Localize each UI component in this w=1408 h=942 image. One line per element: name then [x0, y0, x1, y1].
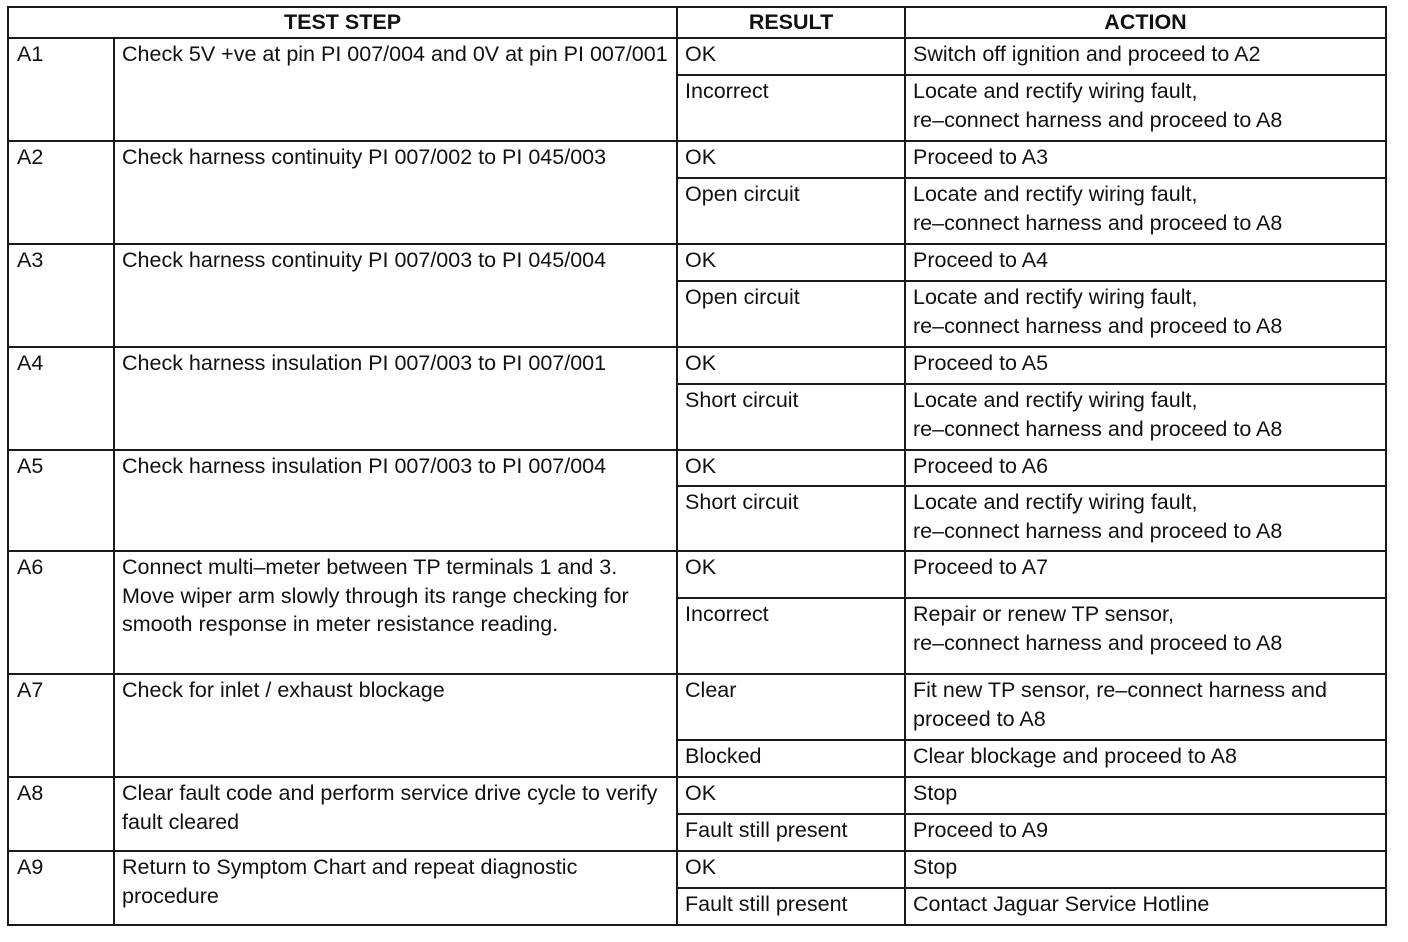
header-action: ACTION: [905, 7, 1386, 38]
header-row: [8, 7, 1386, 38]
step-description: Check harness continuity PI 007/002 to PI 045/003: [114, 141, 677, 244]
action-cell: Proceed to A3: [905, 141, 1386, 178]
step-id: A1: [8, 38, 114, 141]
header-test-step: TEST STEP: [8, 7, 677, 38]
action-cell: Proceed to A9: [905, 814, 1386, 851]
result-cell: OK: [677, 551, 905, 598]
action-cell: Locate and rectify wiring fault, re–connect harness and proceed to A8: [905, 178, 1386, 244]
result-cell: Clear: [677, 674, 905, 740]
action-cell: Proceed to A4: [905, 244, 1386, 281]
result-cell: Fault still present: [677, 888, 905, 925]
step-description: Check harness insulation PI 007/003 to PI 007/004: [114, 450, 677, 551]
step-id: A6: [8, 551, 114, 674]
step-id: A5: [8, 450, 114, 551]
step-description: Check harness insulation PI 007/003 to PI 007/001: [114, 347, 677, 450]
action-cell: Locate and rectify wiring fault, re–connect harness and proceed to A8: [905, 384, 1386, 450]
step-description: Check harness continuity PI 007/003 to PI 045/004: [114, 244, 677, 347]
step-id: A9: [8, 851, 114, 925]
action-cell: Locate and rectify wiring fault, re–connect harness and proceed to A8: [905, 281, 1386, 347]
result-cell: Incorrect: [677, 598, 905, 674]
result-cell: OK: [677, 450, 905, 486]
action-cell: Proceed to A7: [905, 551, 1386, 598]
result-cell: OK: [677, 851, 905, 888]
result-cell: Short circuit: [677, 486, 905, 551]
step-id: A2: [8, 141, 114, 244]
table-row: [8, 777, 1386, 814]
table-row: [8, 851, 1386, 888]
step-id: A4: [8, 347, 114, 450]
action-cell: Stop: [905, 777, 1386, 814]
step-id: A8: [8, 777, 114, 851]
result-cell: OK: [677, 777, 905, 814]
action-cell: Switch off ignition and proceed to A2: [905, 38, 1386, 75]
action-cell: Repair or renew TP sensor, re–connect harness and proceed to A8: [905, 598, 1386, 674]
result-cell: Incorrect: [677, 75, 905, 141]
table-row: [8, 141, 1386, 178]
result-cell: OK: [677, 38, 905, 75]
action-cell: Fit new TP sensor, re–connect harness and proceed to A8: [905, 674, 1386, 740]
step-description: Check for inlet / exhaust blockage: [114, 674, 677, 777]
result-cell: Open circuit: [677, 281, 905, 347]
table-row: [8, 674, 1386, 740]
step-description: Check 5V +ve at pin PI 007/004 and 0V at pin PI 007/001: [114, 38, 677, 141]
result-cell: Short circuit: [677, 384, 905, 450]
action-cell: Proceed to A6: [905, 450, 1386, 486]
step-id: A3: [8, 244, 114, 347]
result-cell: OK: [677, 347, 905, 384]
step-description: Return to Symptom Chart and repeat diagnostic procedure: [114, 851, 677, 925]
table-row: [8, 450, 1386, 486]
step-id: A7: [8, 674, 114, 777]
action-cell: Contact Jaguar Service Hotline: [905, 888, 1386, 925]
result-cell: OK: [677, 244, 905, 281]
action-cell: Locate and rectify wiring fault, re–connect harness and proceed to A8: [905, 486, 1386, 551]
result-cell: OK: [677, 141, 905, 178]
result-cell: Open circuit: [677, 178, 905, 244]
action-cell: Proceed to A5: [905, 347, 1386, 384]
step-description: Connect multi–meter between TP terminals 1 and 3. Move wiper arm slowly through its range checking for smooth response in meter resistance reading.: [114, 551, 677, 674]
table-row: [8, 551, 1386, 598]
table-row: [8, 347, 1386, 384]
table-row: [8, 38, 1386, 75]
action-cell: Clear blockage and proceed to A8: [905, 740, 1386, 777]
result-cell: Blocked: [677, 740, 905, 777]
diagnostic-table: [7, 6, 1387, 926]
step-description: Clear fault code and perform service drive cycle to verify fault cleared: [114, 777, 677, 851]
result-cell: Fault still present: [677, 814, 905, 851]
header-result: RESULT: [677, 7, 905, 38]
table-row: [8, 244, 1386, 281]
action-cell: Stop: [905, 851, 1386, 888]
action-cell: Locate and rectify wiring fault, re–connect harness and proceed to A8: [905, 75, 1386, 141]
